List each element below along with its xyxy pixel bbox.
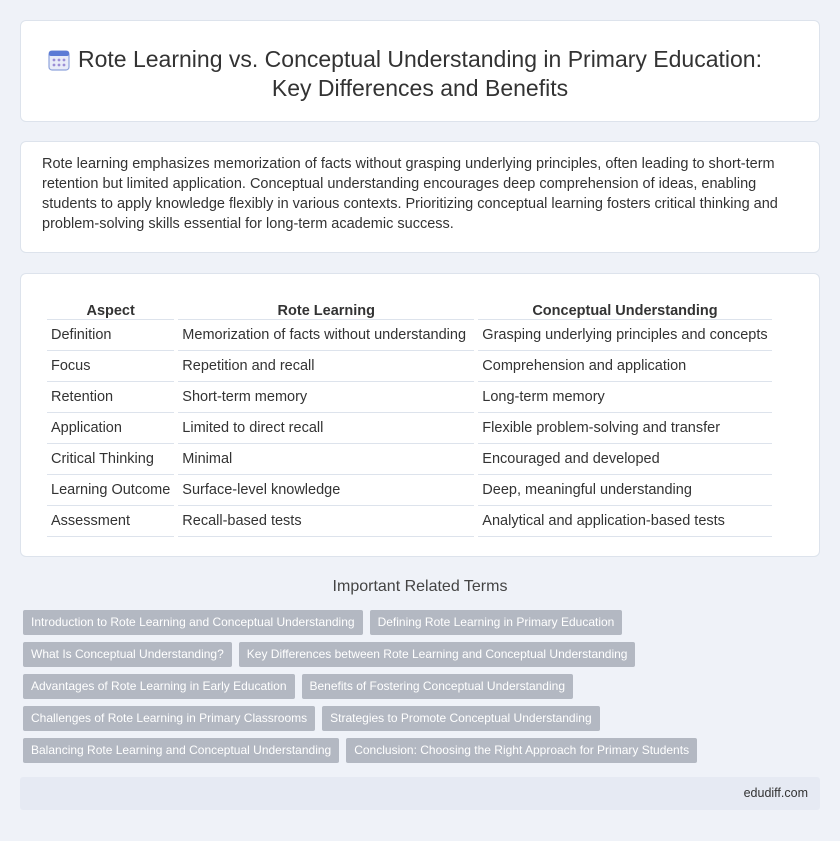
table-cell: Flexible problem-solving and transfer: [478, 413, 771, 444]
table-cell: Comprehension and application: [478, 351, 771, 382]
table-row: [47, 506, 772, 537]
comparison-table-card: [20, 273, 820, 557]
table-cell: Minimal: [178, 444, 474, 475]
related-terms-row: [23, 674, 823, 699]
table-cell: Focus: [47, 351, 174, 382]
related-terms-row: [23, 738, 823, 763]
table-cell: Definition: [47, 320, 174, 351]
table-row: [47, 444, 772, 475]
table-row: [47, 413, 772, 444]
footer-site[interactable]: edudiff.com: [743, 786, 808, 800]
related-term-tag[interactable]: Challenges of Rote Learning in Primary Classrooms: [23, 706, 315, 731]
related-term-tag[interactable]: Key Differences between Rote Learning and Conceptual Understanding: [239, 642, 636, 667]
table-cell: Encouraged and developed: [478, 444, 771, 475]
related-term-tag[interactable]: Introduction to Rote Learning and Conceptual Understanding: [23, 610, 363, 635]
header-rote-learning: Rote Learning: [178, 295, 474, 320]
related-terms-row: [23, 642, 823, 667]
page-title-line2: Key Differences and Benefits: [271, 75, 569, 101]
table-cell: Deep, meaningful understanding: [478, 475, 771, 506]
page-title-line1: Rote Learning vs. Conceptual Understanding in Primary Education:: [78, 46, 762, 72]
page-title: [21, 45, 819, 103]
header-aspect: Aspect: [47, 295, 174, 320]
table-cell: Limited to direct recall: [178, 413, 474, 444]
intro-text: Rote learning emphasizes memorization of facts without grasping underlying principles, often leading to short-term retention but limited application. Conceptual understanding encourages deep comprehension of ideas, enabling students to apply knowledge flexibly in various contexts. Prioritizing conceptual learning fosters critical thinking and problem-solving skills essential for long-term academic success.: [42, 156, 778, 232]
table-cell: Memorization of facts without understanding: [178, 320, 474, 351]
table-row: [47, 475, 772, 506]
intro-card: [20, 141, 820, 253]
table-cell: Grasping underlying principles and concepts: [478, 320, 771, 351]
related-terms-title: Important Related Terms: [332, 578, 508, 595]
related-term-tag[interactable]: Advantages of Rote Learning in Early Education: [23, 674, 295, 699]
table-cell: Surface-level knowledge: [178, 475, 474, 506]
table-header-row: [47, 295, 772, 320]
related-terms-row: [23, 610, 823, 635]
table-cell: Retention: [47, 382, 174, 413]
related-term-tag[interactable]: Strategies to Promote Conceptual Understanding: [322, 706, 600, 731]
comparison-table: [43, 295, 776, 537]
table-row: [47, 351, 772, 382]
table-cell: Assessment: [47, 506, 174, 537]
header-conceptual-understanding: Conceptual Understanding: [478, 295, 771, 320]
related-term-tag[interactable]: Benefits of Fostering Conceptual Understanding: [302, 674, 574, 699]
table-cell: Long-term memory: [478, 382, 771, 413]
table-cell: Learning Outcome: [47, 475, 174, 506]
table-cell: Repetition and recall: [178, 351, 474, 382]
table-row: [47, 382, 772, 413]
table-cell: Analytical and application-based tests: [478, 506, 771, 537]
table-cell: Application: [47, 413, 174, 444]
related-term-tag[interactable]: What Is Conceptual Understanding?: [23, 642, 232, 667]
footer: [20, 777, 820, 810]
header-card: [20, 20, 820, 122]
related-terms-list: [23, 610, 823, 770]
table-cell: Recall-based tests: [178, 506, 474, 537]
related-term-tag[interactable]: Balancing Rote Learning and Conceptual Understanding: [23, 738, 339, 763]
table-cell: Short-term memory: [178, 382, 474, 413]
table-cell: Critical Thinking: [47, 444, 174, 475]
table-row: [47, 320, 772, 351]
related-terms-row: [23, 706, 823, 731]
related-term-tag[interactable]: Conclusion: Choosing the Right Approach for Primary Students: [346, 738, 697, 763]
related-term-tag[interactable]: Defining Rote Learning in Primary Education: [370, 610, 623, 635]
